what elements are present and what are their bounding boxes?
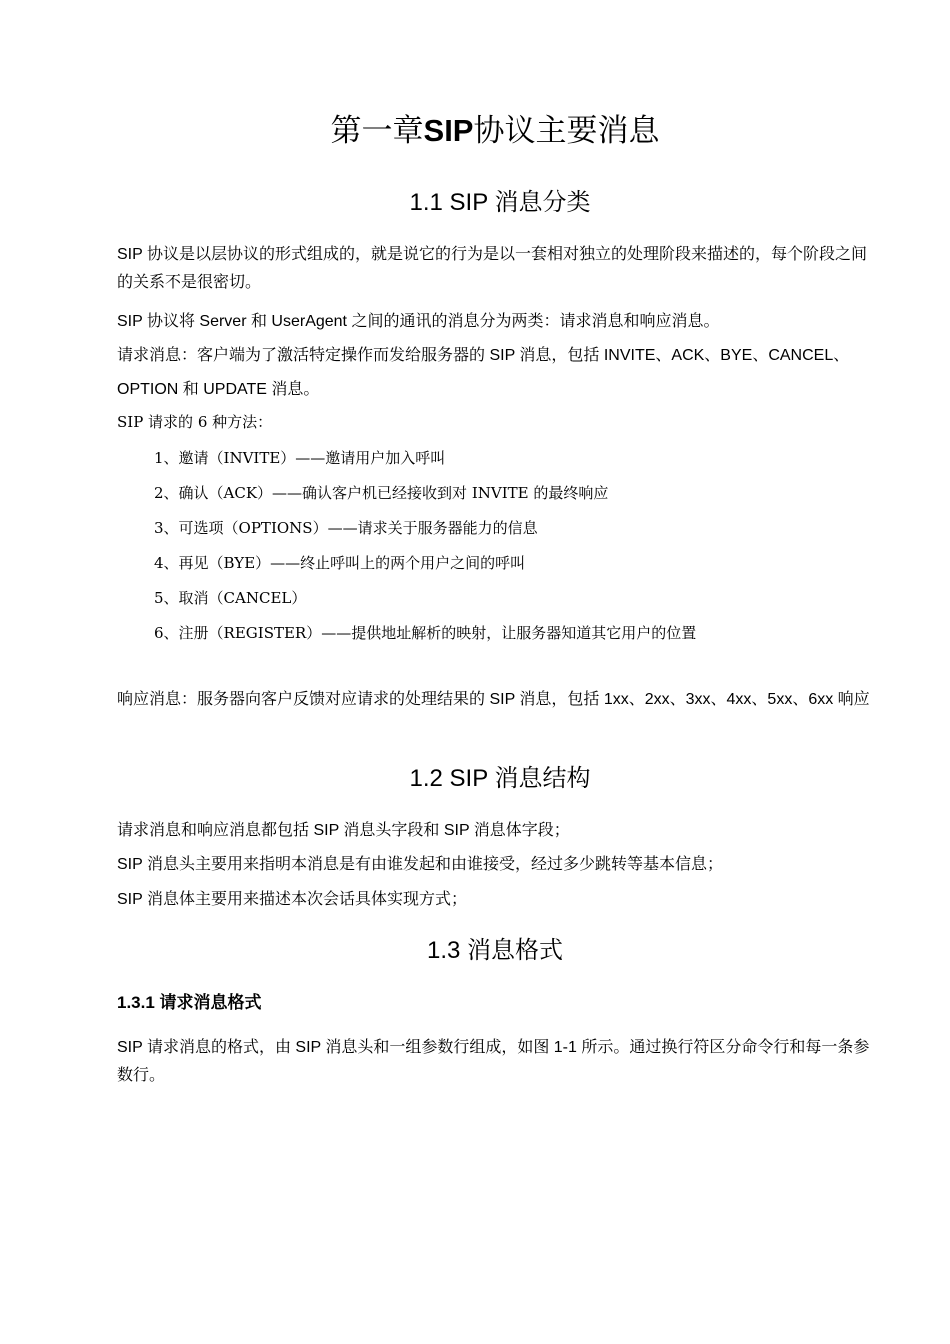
paragraph-request-format: SIP 请求消息的格式，由 SIP 消息头和一组参数行组成，如图 1-1 所示。通过换行符区分命令行和每一条参数行。 [117, 1039, 870, 1084]
paragraph-body-purpose: SIP 消息体主要用来描述本次会话具体实现方式； [117, 891, 467, 908]
list-item-bye: 4、再见（BYE）——终止呼叫上的两个用户之间的呼叫 [154, 554, 526, 572]
paragraph-request-messages: 请求消息：客户端为了激活特定操作而发给服务器的 SIP 消息，包括 INVITE、ACK、BYE、CANCEL、OPTION 和 UPDATE 消息。 [117, 347, 850, 398]
list-item-register: 6、注册（REGISTER）——提供地址解析的映射，让服务器知道其它用户的位置 [154, 624, 697, 642]
paragraph-request-methods-intro: SIP 请求的 6 种方法： [117, 413, 273, 431]
section-heading-1-3: 1.3 消息格式 [426, 937, 564, 964]
section-heading-1-1: 1.1 SIP 消息分类 [409, 189, 591, 216]
list-item-ack: 2、确认（ACK）——确认客户机已经接收到对 INVITE 的最终响应 [154, 484, 609, 502]
paragraph-response-messages: 响应消息：服务器向客户反馈对应请求的处理结果的 SIP 消息，包括 1xx、2xx、3xx、4xx、5xx、6xx 响应 [117, 691, 870, 708]
paragraph-sip-layers: SIP 协议是以层协议的形式组成的，就是说它的行为是以一套相对独立的处理阶段来描述的，每个阶段之间的关系不是很密切。 [117, 246, 867, 291]
list-item-cancel: 5、取消（CANCEL） [154, 589, 307, 607]
list-item-options: 3、可选项（OPTIONS）——请求关于服务器能力的信息 [154, 519, 538, 537]
subsection-heading-1-3-1: 1.3.1 请求消息格式 [117, 993, 262, 1012]
chapter-title [0, 113, 950, 149]
chapter-title-prefix: 第一章 [330, 113, 424, 149]
paragraph-header-and-body: 请求消息和响应消息都包括 SIP 消息头字段和 SIP 消息体字段； [117, 822, 570, 839]
chapter-title-sip: SIP [423, 113, 474, 148]
section-heading-1-2: 1.2 SIP 消息结构 [409, 765, 591, 792]
chapter-title-suffix: 协议主要消息 [473, 113, 660, 149]
list-item-invite: 1、邀请（INVITE）——邀请用户加入呼叫 [154, 449, 446, 467]
paragraph-message-types: SIP 协议将 Server 和 UserAgent 之间的通讯的消息分为两类：请求消息和响应消息。 [117, 313, 720, 330]
paragraph-header-purpose: SIP 消息头主要用来指明本消息是有由谁发起和由谁接受，经过多少跳转等基本信息； [117, 856, 723, 873]
